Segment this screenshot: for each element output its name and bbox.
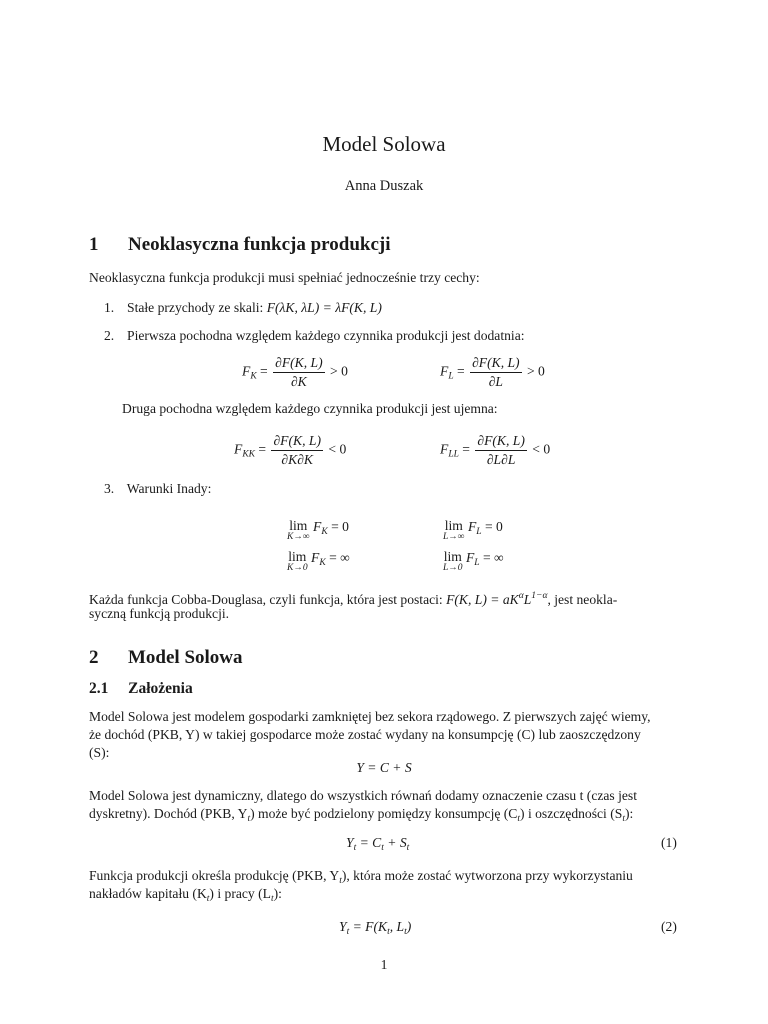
paragraph-line: dyskretny). Dochód (PKB, $Y_t$) może być podzielony pomiędzy konsumpcję $(C_t)$ i oszczędności $(S_t)$: xyxy=(89,806,634,824)
list-item-3 xyxy=(104,479,211,499)
list-item-2 xyxy=(104,326,525,346)
list-text: Warunki Inady: xyxy=(126,481,212,496)
section-1-heading xyxy=(89,234,391,256)
subsection-heading xyxy=(89,680,193,698)
list-number: 3. xyxy=(104,481,115,496)
inada-limit: lim L→0 $F_L$ = ∞ xyxy=(443,549,504,573)
cobb-douglas-paragraph: Każda funkcja Cobba-Douglasa, czyli funkcja, która jest postaci: F(K, $L) = aK^\alpha L^{1-\alpha}$, jest neokla- xyxy=(89,591,618,607)
list-item-1 xyxy=(104,298,382,318)
fraction: $\frac{\partial F(K, L)}{\partial K}$ xyxy=(275,355,323,389)
paragraph-line: że dochód (PKB, Y) w takiej gospodarce może zostać wydany na konsumpcję (C) lub zaoszczędzony xyxy=(89,727,641,742)
section-number: 1 xyxy=(89,234,99,255)
section-title: Neoklasyczna funkcja produkcji xyxy=(128,234,391,255)
formula: F(λK, λL) = λF(K, L) xyxy=(266,300,382,315)
paragraph-line: (S): xyxy=(89,745,110,760)
cobb-douglas-paragraph-cont: syczną funkcją produkcji. xyxy=(89,606,230,621)
section-2-heading xyxy=(89,647,243,669)
equation-fk: $F_K$ = $\frac{\partial F(K, L)}{\partial K}$ > 0 xyxy=(242,355,348,389)
list-text: Pierwsza pochodna względem każdego czynnika produkcji jest dodatnia: xyxy=(127,328,525,343)
inada-limit: lim K→∞ $F_K = 0$ xyxy=(287,518,349,542)
fraction: $\frac{\partial F(K, L)}{\partial L}$ xyxy=(472,355,520,389)
paragraph-line: Model Solowa jest dynamiczny, dlatego do wszystkich równań dodamy oznaczenie czasu t (czas jest xyxy=(89,788,637,803)
equation-2: $Y_t = F(K_t$, $L_t$) xyxy=(339,919,412,937)
equation-number: (1) xyxy=(661,835,677,850)
list-number: 2. xyxy=(104,328,115,343)
equation-fl: $F_L$ = $\frac{\partial F(K, L)}{\partial L}$ > 0 xyxy=(440,355,545,389)
inada-limit: lim L→∞ $F_L = 0$ xyxy=(443,518,503,542)
section-number: 2 xyxy=(89,647,99,668)
second-derivative-text: Druga pochodna względem każdego czynnika produkcji jest ujemna: xyxy=(122,401,498,416)
subsection-title: Założenia xyxy=(128,680,193,697)
list-text: Stałe przychody ze skali: xyxy=(127,300,267,315)
section-1-intro: Neoklasyczna funkcja produkcji musi spełniać jednocześnie trzy cechy: xyxy=(89,270,480,285)
subsection-number: 2.1 xyxy=(89,680,109,697)
inada-limit: lim K→0 $F_K$ = ∞ xyxy=(287,549,350,573)
page-title: Model Solowa xyxy=(322,132,446,156)
equation-1: $Y_t = C_t + S_t$ xyxy=(346,835,410,853)
paragraph-line: Funkcja produkcji określa produkcję (PKB, $Y_t$), która może zostać wytworzona przy wykorzystaniu xyxy=(89,868,633,886)
paragraph-line: nakładów kapitału $(K_t)$ i pracy $(L_t)$: xyxy=(89,886,282,904)
equation-number: (2) xyxy=(661,919,677,934)
paragraph-line: Model Solowa jest modelem gospodarki zamkniętej bez sekora rządowego. Z pierwszych zajęć wiemy, xyxy=(89,709,651,724)
equation-ycs: Y = C + S xyxy=(356,760,412,775)
fraction: $\frac{\partial F(K, L)}{\partial L\partial L}$ xyxy=(477,433,525,467)
section-title: Model Solowa xyxy=(128,647,243,668)
equation-fll: $F_{LL}$ = $\frac{\partial F(K, L)}{\partial L\partial L}$ < 0 xyxy=(440,433,551,467)
author-name: Anna Duszak xyxy=(344,178,424,194)
list-number: 1. xyxy=(104,300,115,315)
equation-fkk: $F_{KK}$ = $\frac{\partial F(K, L)}{\partial K\partial K}$ < 0 xyxy=(234,433,347,467)
page-number: 1 xyxy=(380,957,388,972)
fraction: $\frac{\partial F(K, L)}{\partial K\partial K}$ xyxy=(273,433,321,467)
